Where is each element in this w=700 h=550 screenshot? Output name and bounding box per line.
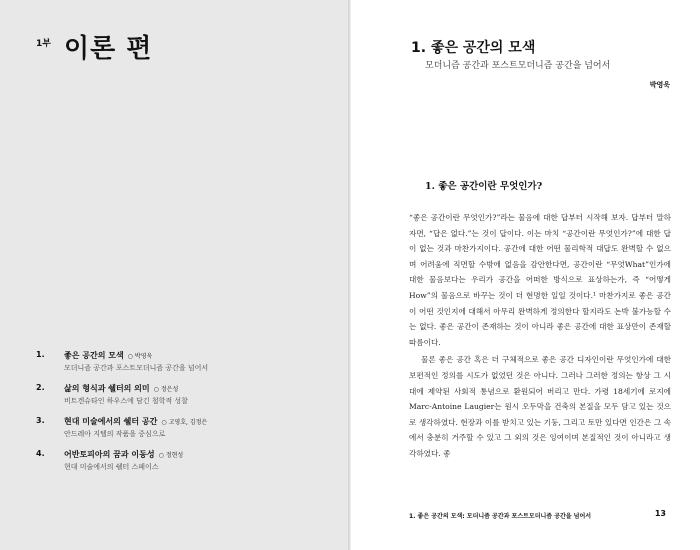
body-text [409, 210, 671, 462]
left-page [0, 0, 348, 550]
toc-author: 정현성 [165, 452, 184, 459]
bullet-circle-icon: ○ [158, 452, 164, 459]
chapter-title: 1. 좋은 공간의 모색 [411, 40, 536, 56]
toc-subtitle: 비트겐슈타인 하우스에 담긴 철학적 성찰 [64, 397, 188, 405]
toc-subtitle: 모더니즘 공간과 포스트모더니즘 공간을 넘어서 [64, 364, 209, 372]
part-label: 1부 [36, 39, 51, 49]
toc-item [36, 449, 336, 482]
paragraph: “좋은 공간이란 무엇인가?”라는 물음에 대한 답부터 시작해 보자. 답부터 말하자면, “답은 없다.”는 것이 답이다. 이는 마치 “공간이란 무엇인가?”에 대한 답이 없는 것과 마찬가지이다. 공간에 대한 어떤 물리학적 대답도 완벽할 수 없으며 어려움에 직면할 수밖에 없음을 감안한다면, 공간이란 “무엇What”인가에 대한 물음보다는 우리가 공간을 어떠한 방식으로 표상하는가, 즉 “어떻게How”의 물음으로 바꾸는 것이 더 현명한 일일 것이다.¹ 마찬가지로 좋은 공간이 어떤 것인지에 대해서 아무리 완벽하게 정의한다 할지라도 논박 불가능할 수는 없다. 좋은 공간이 존재하는 것이 아니라 좋은 공간에 대한 표상만이 존재할 따름이다. [409, 213, 671, 347]
toc-subtitle: 안드레아 지텔의 작품을 중심으로 [64, 430, 166, 438]
toc-title-line [64, 383, 178, 394]
toc-title: 현대 미술에서의 쉘터 공간 [64, 417, 158, 426]
toc-author: 고영호, 김정은 [168, 419, 208, 426]
toc-subtitle: 현대 미술에서의 쉘터 스페이스 [64, 463, 159, 471]
toc-item [36, 383, 336, 416]
table-of-contents [36, 350, 336, 482]
toc-number: 1. [36, 350, 45, 359]
toc-item [36, 416, 336, 449]
toc-title: 어반토피아의 꿈과 이동성 [64, 450, 155, 459]
toc-number: 4. [36, 449, 45, 458]
paragraph: 물론 좋은 공간 혹은 더 구체적으로 좋은 공간 디자인이란 무엇인가에 대한 보편적인 정의를 시도가 없었던 것은 아니다. 그러나 그러한 정의는 항상 그 시대에 제약된 사회적 통념으로 환원되어 버리고 만다. 가령 18세기에 로지에Marc-Antoine Laugier는 원시 오두막을 건축의 본질을 모두 담고 있는 것으로 생각하였다. 현장과 이를 받치고 있는 기둥, 그리고 토만 있다면 인간은 그 속에서 충분히 거주할 수 있고 그 외의 것은 잉여이며 본질적인 것이 아니라고 생각하였다. 좋 [409, 355, 671, 458]
toc-author: 정은성 [160, 386, 179, 393]
part-title: 이론 편 [64, 34, 153, 64]
chapter-subtitle: 모더니즘 공간과 포스트모더니즘 공간을 넘어서 [425, 61, 611, 71]
toc-title: 삶의 형식과 쉘터의 의미 [64, 384, 150, 393]
toc-title: 좋은 공간의 모색 [64, 351, 124, 360]
toc-title-line [64, 350, 152, 361]
bullet-circle-icon: ○ [161, 419, 167, 426]
toc-number: 2. [36, 383, 45, 392]
toc-title-line [64, 449, 183, 460]
toc-title-line [64, 416, 207, 427]
running-footer: 1. 좋은 공간의 모색: 모더니즘 공간과 포스트모더니즘 공간을 넘어서 [409, 513, 592, 520]
toc-author: 박영욱 [134, 353, 153, 360]
toc-item [36, 350, 336, 383]
bullet-circle-icon: ○ [127, 353, 133, 360]
right-page [351, 0, 700, 550]
page-number: 13 [654, 509, 666, 518]
toc-number: 3. [36, 416, 45, 425]
section-heading: 1. 좋은 공간이란 무엇인가? [425, 181, 543, 192]
chapter-author: 박영욱 [649, 80, 670, 89]
bullet-circle-icon: ○ [153, 386, 159, 393]
